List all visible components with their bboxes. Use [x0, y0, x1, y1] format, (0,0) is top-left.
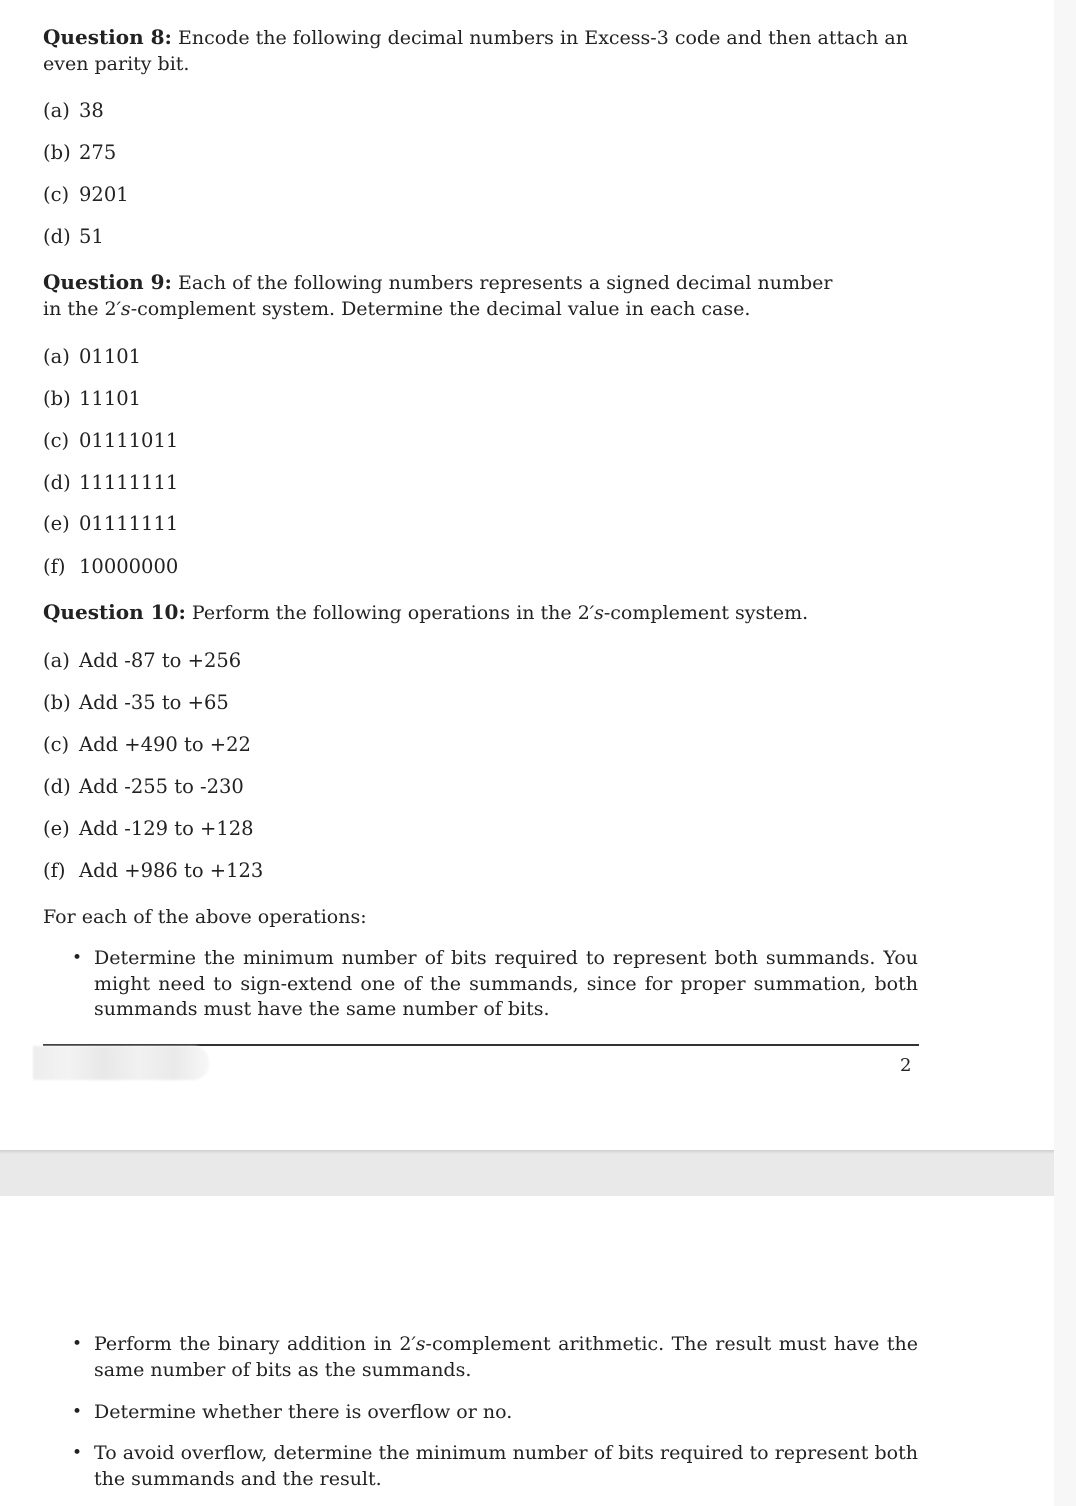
list-item: (c) 9201	[43, 183, 129, 206]
question-8-text: Encode the following decimal numbers in Excess-3 code and then attach an even parity bit.	[43, 27, 908, 75]
scrollbar-track[interactable]	[1054, 0, 1076, 1506]
list-item: (a) 01101	[43, 345, 142, 368]
question-8-title: Question 8:	[43, 25, 172, 49]
bullet-icon: •	[72, 948, 83, 968]
bullet-item: • Perform the binary addition in 2′s-complement arithmetic. The result must have the same number of bits as the summands.	[72, 1333, 918, 1381]
list-item: (c) 01111011	[43, 429, 179, 452]
bullet-icon: •	[72, 1334, 83, 1354]
list-item: (f) 10000000	[43, 555, 179, 578]
bullet-item: • Determine whether there is overflow or no.	[72, 1400, 918, 1426]
list-item: (f) Add +986 to +123	[43, 859, 264, 882]
question-9-title: Question 9:	[43, 270, 172, 294]
list-item: (a) Add -87 to +256	[43, 649, 242, 672]
question-10: Question 10: Perform the following operations in the 2′s-complement system.	[43, 600, 809, 624]
question-9: Question 9: Each of the following numbers represents a signed decimal number in the 2′s-complement system. Determine the decimal value in each case.	[43, 270, 833, 320]
list-item: (b) 11101	[43, 387, 142, 410]
page-gap	[0, 1150, 1054, 1154]
for-each-paragraph: For each of the above operations:	[43, 906, 367, 928]
bullet-icon: •	[72, 1402, 83, 1422]
list-item: (b) 275	[43, 141, 117, 164]
list-item: (a) 38	[43, 99, 104, 122]
bullet-icon: •	[72, 1443, 83, 1463]
list-item: (e) 01111111	[43, 512, 179, 535]
list-item: (e) Add -129 to +128	[43, 817, 254, 840]
list-item: (d) 51	[43, 225, 104, 248]
list-item: (c) Add +490 to +22	[43, 733, 251, 756]
list-item: (d) Add -255 to -230	[43, 775, 244, 798]
bullet-item: • To avoid overflow, determine the minimum number of bits required to represent both the summands and the result.	[72, 1442, 918, 1490]
bullet-item: • Determine the minimum number of bits required to represent both summands. You might need to sign-extend one of the summands, since for proper summation, both summands must have the same number of bits.	[72, 947, 918, 1020]
redacted-block	[33, 1046, 209, 1080]
list-item: (d) 11111111	[43, 471, 179, 494]
question-10-title: Question 10:	[43, 600, 186, 624]
question-8	[43, 25, 918, 77]
page-number: 2	[900, 1055, 912, 1076]
document-page-2	[0, 1196, 1054, 1506]
list-item: (b) Add -35 to +65	[43, 691, 229, 714]
